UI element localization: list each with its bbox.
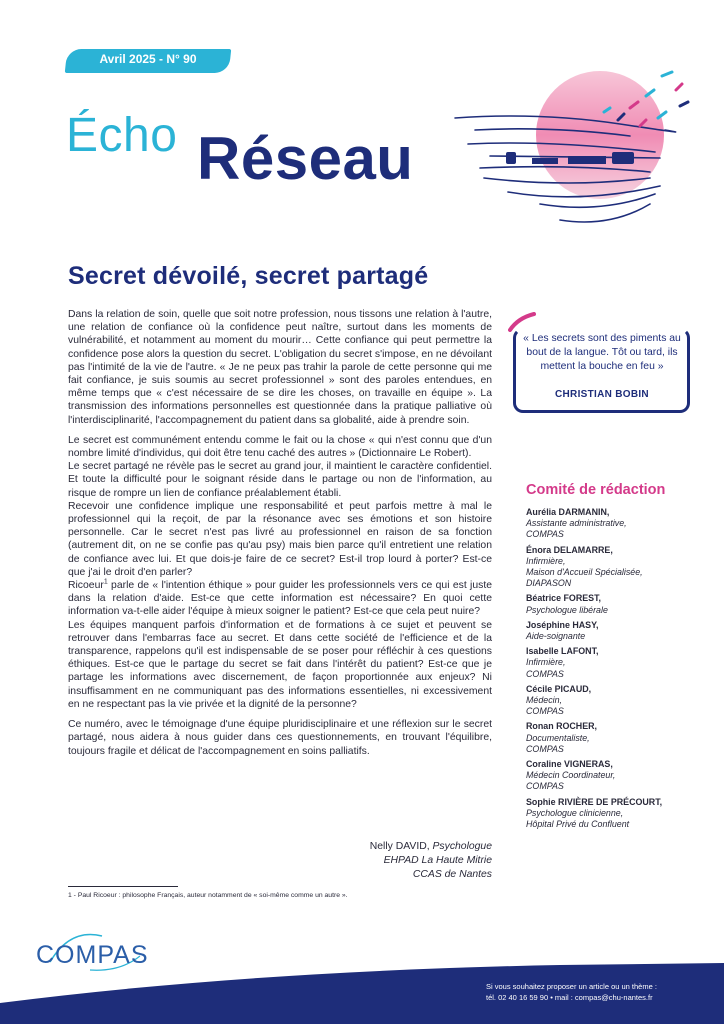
- member-name: Isabelle LAFONT,: [526, 646, 599, 657]
- committee-member: [526, 721, 716, 755]
- member-org: COMPAS: [526, 781, 564, 792]
- member-role: Aide-soignante: [526, 631, 586, 642]
- member-role: Psychologue libérale: [526, 604, 608, 615]
- member-role: Psychologue clinicienne,: [526, 807, 624, 818]
- member-org: Maison d'Accueil Spécialisée,: [526, 567, 643, 578]
- article-paragraph: Le secret partagé ne révèle pas le secret au grand jour, il maintient le caractère confidentiel. Et toute la difficulté pour le soignant réside dans le partage ou non de l'information, au risque de rompre un lien de confiance préalablement établi.: [68, 461, 492, 499]
- masthead-reseau: Réseau: [197, 125, 414, 192]
- footer-line: Si vous souhaitez proposer un article ou un thème :: [486, 982, 657, 991]
- signature-org: CCAS de Nantes: [412, 869, 492, 880]
- member-name: Joséphine HASY,: [526, 619, 599, 630]
- member-name: Ronan ROCHER,: [526, 721, 597, 732]
- article-headline: Secret dévoilé, secret partagé: [68, 262, 429, 290]
- member-name: Énora DELAMARRE,: [526, 544, 613, 555]
- compas-logo: COMPAS: [36, 941, 149, 969]
- article-paragraph: Le secret est communément entendu comme le fait ou la chose « qui n'est connu que d'un nombre limité d'individus, qui doit être tenu caché des autres » (Dictionnaire Le Robert).: [68, 434, 492, 460]
- sunset-illustration: [450, 60, 700, 250]
- member-role: Assistante administrative,: [526, 518, 627, 529]
- article-paragraph: Recevoir une confidence implique une responsabilité et peut parfois mettre à mal le professionnel qui la reçoit, de par la résonance avec ses émotions et son histoire personnelle. Car le secret n'est pas livré au professionnel en raison de sa fonction (autrement dit, on ne se confie pas qu'au psy) mais bien parce qu'il entretient une relation de confiance avec lui. Et que dois-je faire de ce secret? Est-il trop lourd à porter? Est-ce que j'ai le droit d'en parler?: [68, 500, 492, 578]
- footnote-divider: [68, 886, 178, 887]
- committee-member: [526, 507, 716, 541]
- article-signature: [250, 840, 492, 882]
- member-name: Béatrice FOREST,: [526, 593, 601, 604]
- member-role: Documentaliste,: [526, 732, 590, 743]
- member-org: COMPAS: [526, 529, 564, 540]
- committee-member: [526, 684, 716, 718]
- article-paragraph: Les équipes manquent parfois d'information et de formations à ce sujet et peuvent se retrouver dans l'embarras face au secret. Et dans cette société de l'efficience et de la transparence, rappelons qu'il est indispensable de se poser pour réfléchir à ces questions éthiques. Est-ce que le partage du secret se fait dans l'intérêt du patient? Est-ce que je partage les informations avec discernement, de façon proportionnée aux enjeux? Ni insuffisamment en ne communiquant pas des informations essentielles, ni excessivement en ne respectant pas la vie privée et la dignité de la personne?: [68, 619, 492, 710]
- committee-member: [526, 759, 716, 793]
- member-org: COMPAS: [526, 706, 564, 717]
- member-role: Infirmière,: [526, 555, 566, 566]
- article-paragraph: Dans la relation de soin, quelle que soit notre profession, nous tissons une relation à l'autre, une relation de confiance où la confidence peut naître, surtout dans les moments de vulnérabilité, et notamment au moment du mourir… Cette confiance qui peut permettre la confidence pose alors la question du secret. L'obligation du secret s'impose, en ne dévoilant pas l'intimité de la vie de l'autre. « Je ne peux pas trahir la parole de cette personne qui me fait confiance, je suis soumis au secret professionnel » sont des paroles entendues, en même temps que « c'est nécessaire de se dire les choses, on travaille en équipe ». La transmission des informations personnelles est questionnée dans la pratique palliative où l'interdisciplinarité, l'accompagnement du patient dans sa globalité, aide à prendre soin.: [68, 309, 492, 426]
- ricoeur-rest: parle de « l'intention éthique » pour guider les professionnels vers ce qui est juste dans la relation d'aide. Est-ce que cette information est nécessaire? En quoi cette information va-t-elle aider l'équipe à mieux soigner le patient? Est-ce que cela peut nuire?: [68, 580, 492, 618]
- signature-name: Nelly DAVID,: [369, 841, 430, 852]
- quote-text: « Les secrets sont des piments au bout de la langue. Tôt ou tard, ils mettent la bouche en feu »: [523, 333, 681, 372]
- footer-contact: [486, 981, 716, 1003]
- committee-member: [526, 797, 716, 831]
- article-paragraph: Ce numéro, avec le témoignage d'une équipe pluridisciplinaire et une réflexion sur le secret partagé, nous aidera à nous guider dans ces questionnements, en trouvant l'équilibre, toujours fragile et délicat de l'accompagnement en soins palliatifs.: [68, 719, 492, 757]
- member-role: Infirmière,: [526, 657, 566, 668]
- footer-line: tél. 02 40 16 59 90 • mail : compas@chu-nantes.fr: [486, 993, 653, 1002]
- member-org: Hôpital Privé du Confluent: [526, 819, 630, 830]
- masthead-echo: Écho: [66, 109, 178, 162]
- committee-member: [526, 593, 716, 615]
- member-name: Cécile PICAUD,: [526, 683, 592, 694]
- member-role: Médecin Coordinateur,: [526, 770, 616, 781]
- ricoeur-word: Ricoeur: [68, 580, 104, 592]
- member-org: DIAPASON: [526, 578, 572, 589]
- member-name: Aurélia DARMANIN,: [526, 507, 610, 517]
- committee-list: [526, 507, 716, 834]
- signature-org: EHPAD La Haute Mitrie: [383, 855, 492, 866]
- member-name: Coraline VIGNERAS,: [526, 759, 613, 770]
- issue-label: Avril 2025 - N° 90: [99, 52, 197, 66]
- footnote: 1 - Paul Ricoeur : philosophe Français, auteur notamment de « soi-même comme un autre ».: [68, 892, 348, 899]
- committee-member: [526, 646, 716, 680]
- member-org: COMPAS: [526, 743, 564, 754]
- committee-member: [526, 620, 716, 642]
- member-role: Médecin,: [526, 695, 563, 706]
- committee-title: Comité de rédaction: [526, 482, 666, 498]
- article-body: [68, 308, 492, 758]
- committee-member: [526, 545, 716, 590]
- footnote-mark: 1: [103, 578, 108, 586]
- signature-role: Psychologue: [429, 841, 492, 852]
- member-name: Sophie RIVIÈRE DE PRÉCOURT,: [526, 796, 663, 807]
- member-org: COMPAS: [526, 668, 564, 679]
- quote-author: CHRISTIAN BOBIN: [555, 389, 649, 400]
- article-paragraph-ricoeur: [68, 579, 492, 619]
